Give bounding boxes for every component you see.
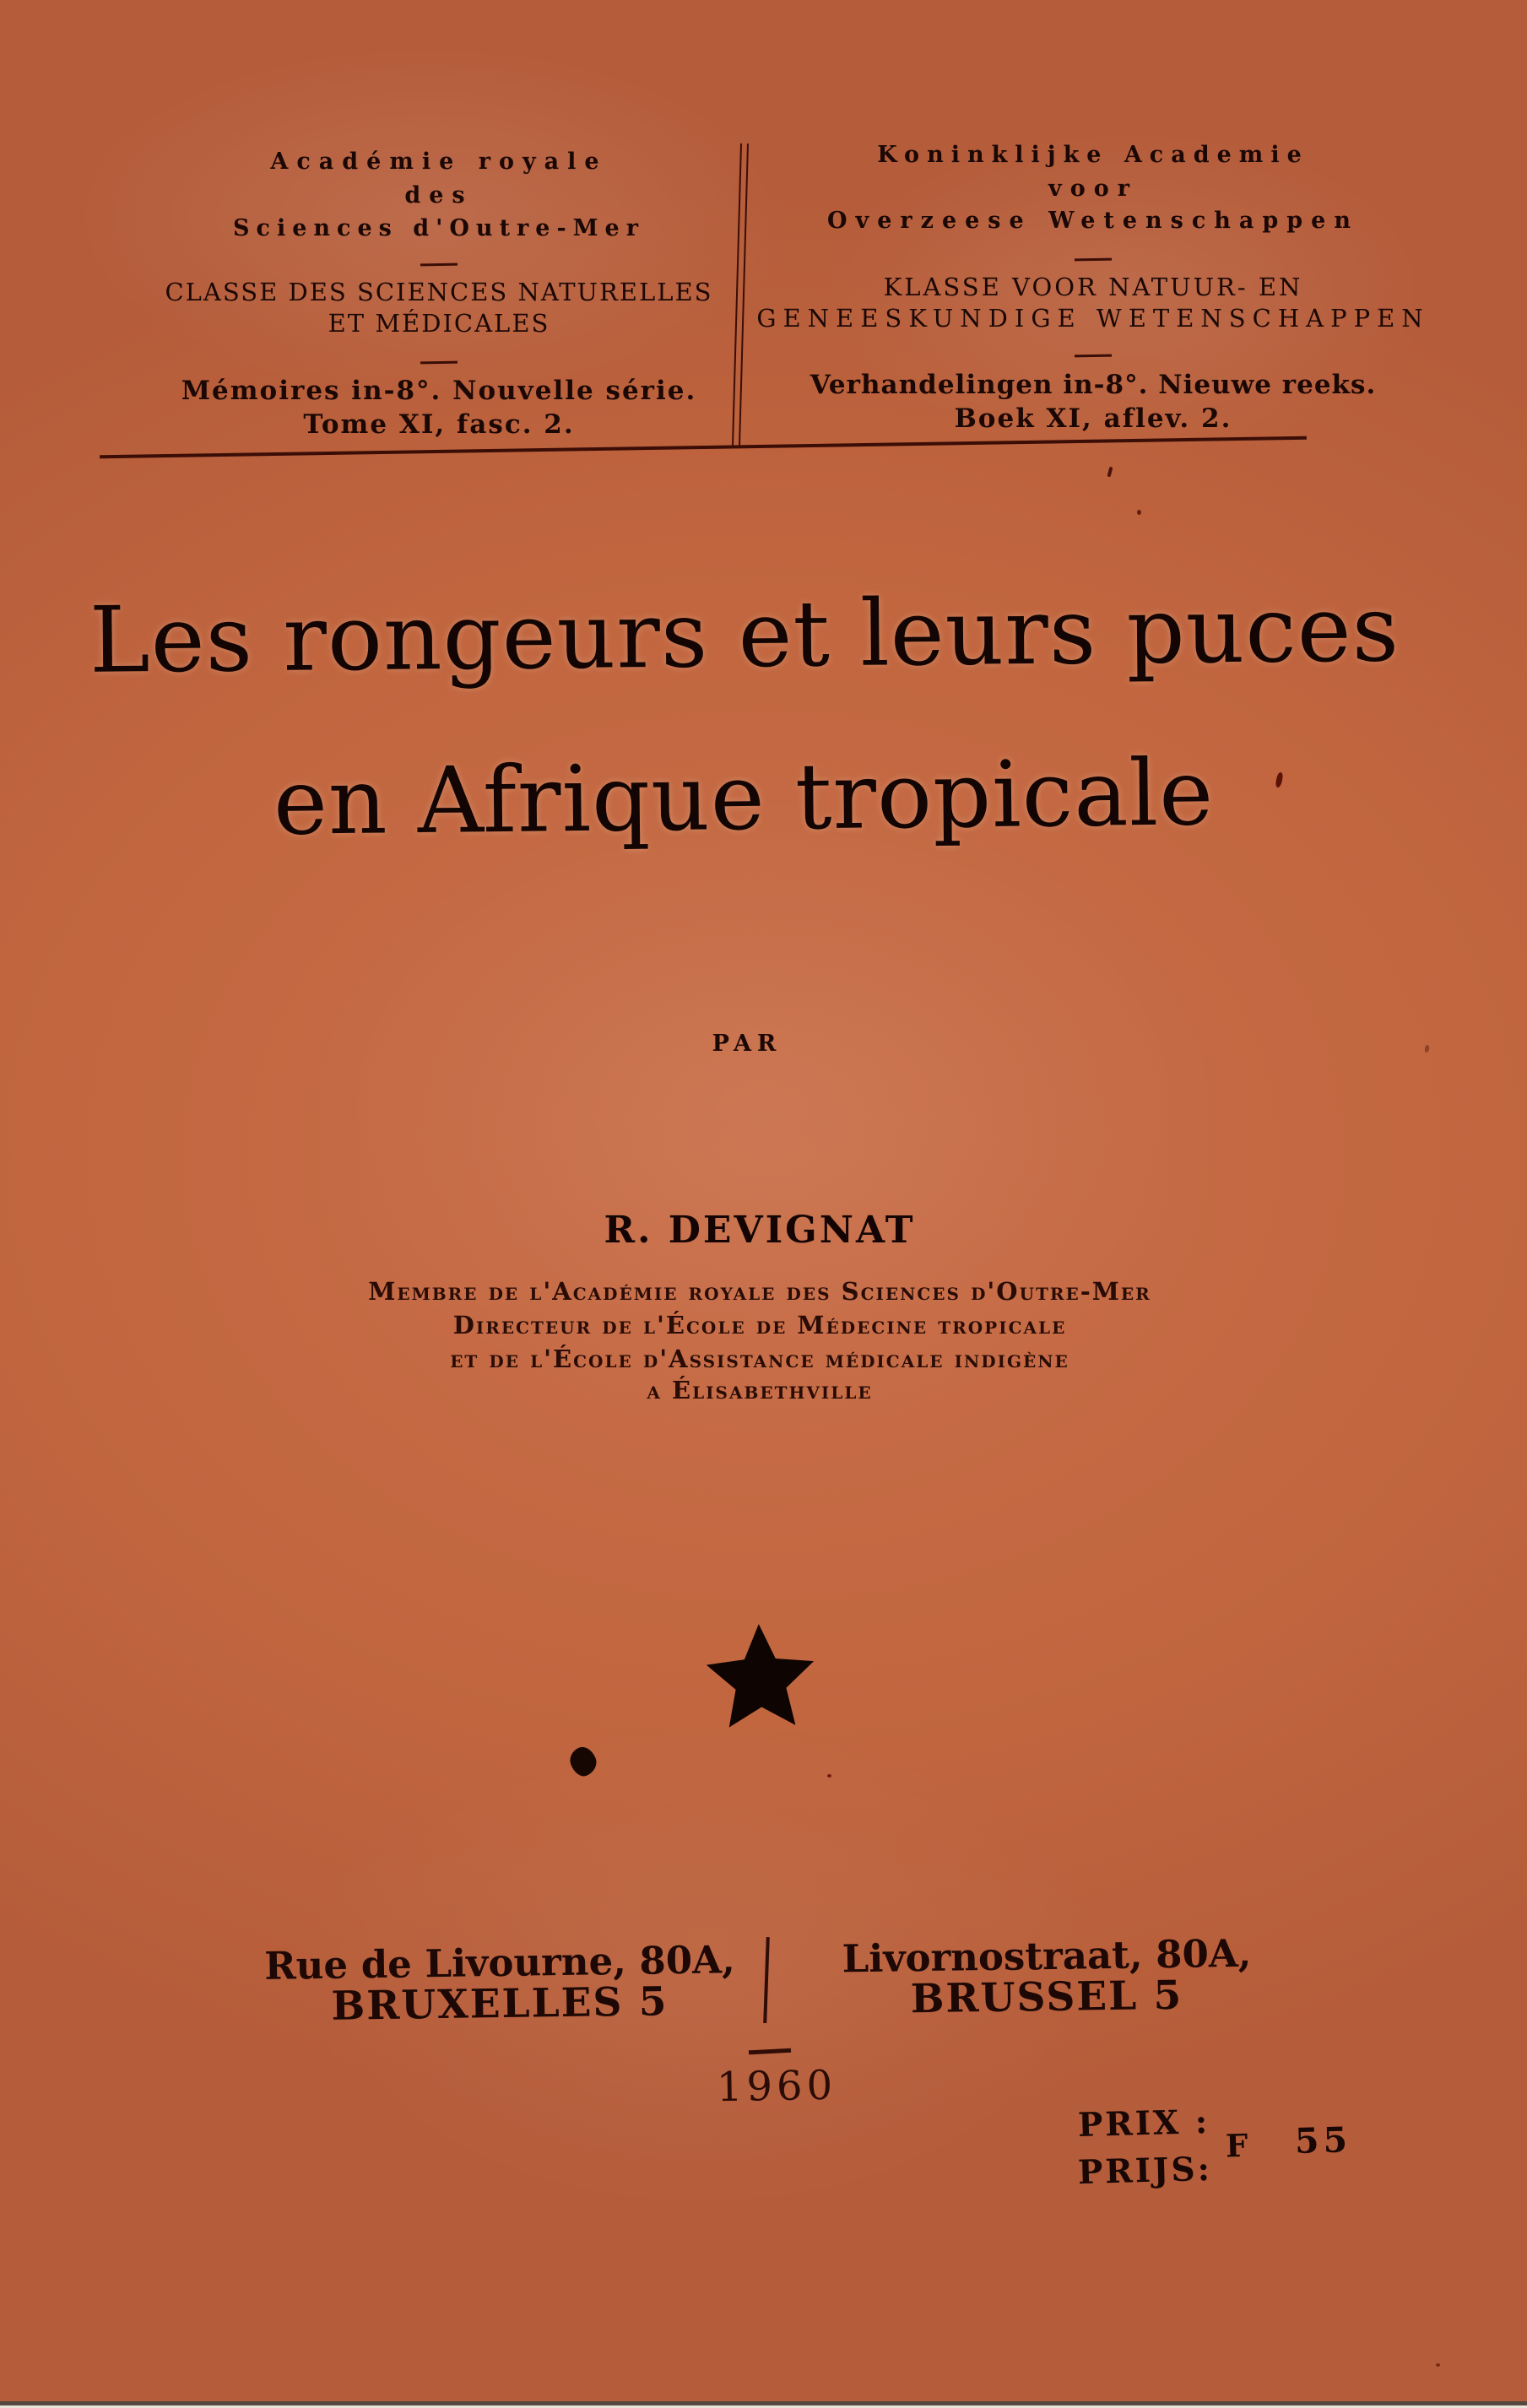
series-line: Mémoires in-8°. Nouvelle série. xyxy=(181,376,697,406)
series-line: Boek XI, aflev. 2. xyxy=(954,403,1232,434)
title-line-1: Les rongeurs et leurs puces xyxy=(89,576,1400,694)
org-name-line: Académie royale xyxy=(270,149,608,175)
par-label: PAR xyxy=(712,1031,782,1057)
address-nl-line-1: Livornostraat, 80A, xyxy=(842,1930,1252,1982)
ink-speck xyxy=(1107,467,1113,477)
divider-dash xyxy=(420,361,458,365)
year-label: 1960 xyxy=(716,2061,837,2112)
address-fr-line-2: BRUXELLES 5 xyxy=(331,1978,669,2030)
class-name-line: CLASSE DES SCIENCES NATURELLES xyxy=(165,278,713,306)
org-name-line: Overzeese Wetenschappen xyxy=(827,208,1359,234)
org-name-line: Koninklijke Academie xyxy=(877,142,1309,168)
org-name-line: voor xyxy=(1048,176,1138,202)
ink-speck xyxy=(1137,510,1141,515)
title-line-2: en Afrique tropicale xyxy=(273,740,1215,856)
address-nl-line-2: BRUSSEL 5 xyxy=(910,1972,1183,2023)
header-bottom-rule xyxy=(100,436,1307,458)
price-amount: 55 xyxy=(1294,2119,1352,2162)
divider-dash xyxy=(1075,354,1112,358)
affiliation-line: Membre de l'Académie royale des Sciences d'Outre-Mer xyxy=(368,1277,1151,1306)
address-fr-line-1: Rue de Livourne, 80A, xyxy=(263,1937,736,1989)
ink-speck xyxy=(827,1774,831,1778)
series-line: Verhandelingen in-8°. Nieuwe reeks. xyxy=(810,370,1377,400)
class-name-line: GENEESKUNDIGE WETENSCHAPPEN xyxy=(756,304,1430,333)
price-label-nl: PRIJS: xyxy=(1077,2149,1213,2193)
class-name-line: ET MÉDICALES xyxy=(328,309,550,338)
star-icon xyxy=(699,1617,823,1736)
affiliation-line: et de l'École d'Assistance médicale indigène xyxy=(450,1345,1069,1373)
divider-dash xyxy=(1075,258,1112,262)
ink-blot xyxy=(566,1744,601,1780)
org-name-line: des xyxy=(404,182,474,208)
class-name-line: KLASSE VOOR NATUUR- EN xyxy=(883,273,1303,301)
price-currency: F xyxy=(1225,2126,1248,2165)
ink-speck xyxy=(1436,2363,1440,2367)
affiliation-line: Directeur de l'École de Médecine tropicale xyxy=(452,1311,1067,1339)
divider-dash xyxy=(420,263,458,267)
series-line: Tome XI, fasc. 2. xyxy=(303,409,575,440)
org-name-line: Sciences d'Outre-Mer xyxy=(233,215,645,241)
author-name: R. DEVIGNAT xyxy=(604,1209,916,1252)
affiliation-line: a Élisabethville xyxy=(647,1376,873,1404)
price-label-fr: PRIX : xyxy=(1077,2102,1210,2146)
footer-divider-dash xyxy=(749,2048,791,2054)
